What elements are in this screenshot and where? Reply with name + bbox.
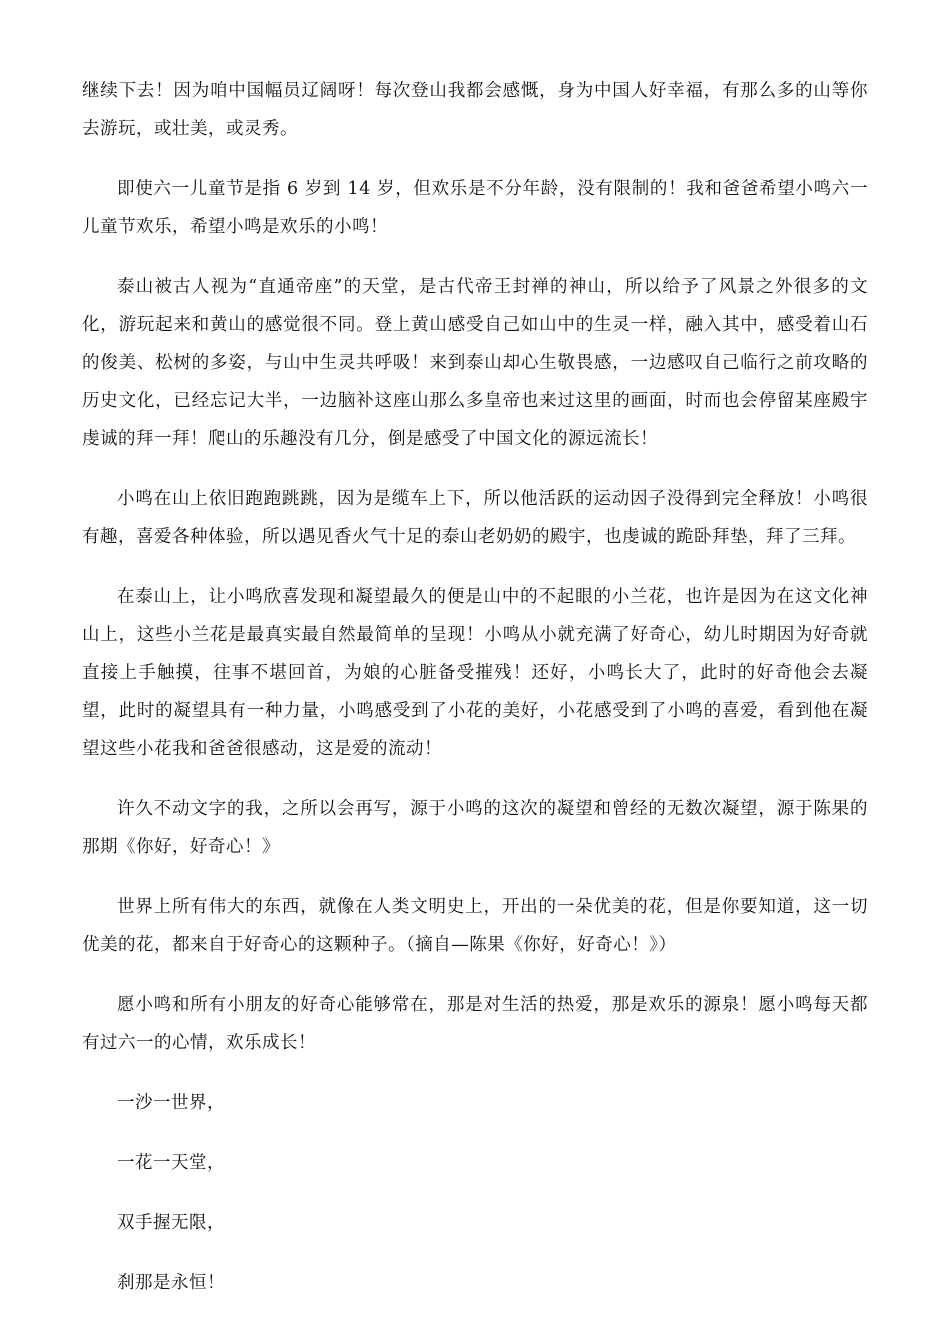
- paragraph-why-write: 许久不动文字的我，之所以会再写，源于小鸣的这次的凝望和曾经的无数次凝望，源于陈果的那期《你好，好奇心！》: [82, 799, 868, 857]
- paragraph-wishes: 愿小鸣和所有小朋友的好奇心能够常在，那是对生活的热爱，那是欢乐的源泉！愿小鸣每天都有过六一的心情，欢乐成长！: [82, 995, 868, 1053]
- document-page: [82, 72, 868, 1324]
- paragraph-orchid-gazing: 在泰山上，让小鸣欣喜发现和凝望最久的便是山中的不起眼的小兰花，也许是因为在这文化神山上，这些小兰花是最真实最自然最简单的呈现！小鸣从小就充满了好奇心，幼儿时期因为好奇就直接上手触摸，往事不堪回首，为娘的心脏备受摧残！还好，小鸣长大了，此时的好奇他会去凝望，此时的凝望具有一种力量，小鸣感受到了小花的美好，小花感受到了小鸣的喜爱，看到他在凝望这些小花我和爸爸很感动，这是爱的流动！: [82, 587, 868, 759]
- paragraph-taishan-culture: 泰山被古人视为“直通帝座”的天堂，是古代帝王封禅的神山，所以给予了风景之外很多的文化，游玩起来和黄山的感觉很不同。登上黄山感受自己如山中的生灵一样，融入其中，感受着山石的俊美、松树的多姿，与山中生灵共呼吸！来到泰山却心生敬畏感，一边感叹自己临行之前攻略的历史文化，已经忘记大半，一边脑补这座山那么多皇帝也来过这里的画面，时而也会停留某座殿宇虔诚的拜一拜！爬山的乐趣没有几分，倒是感受了中国文化的源远流长！: [82, 277, 868, 449]
- verse-line: 刹那是永恒！: [117, 1273, 225, 1293]
- paragraph-childrens-day: 即使六一儿童节是指 6 岁到 14 岁，但欢乐是不分年龄，没有限制的！我和爸爸希望小鸣六一儿童节欢乐，希望小鸣是欢乐的小鸣！: [82, 179, 868, 237]
- paragraph-quote: 世界上所有伟大的东西，就像在人类文明史上，开出的一朵优美的花，但是你要知道，这一切优美的花，都来自于好奇心的这颗种子。（摘自—陈果《你好，好奇心！》）: [82, 897, 868, 955]
- paragraph-continuation: 继续下去！因为咱中国幅员辽阔呀！每次登山我都会感慨，身为中国人好幸福，有那么多的山等你去游玩，或壮美，或灵秀。: [82, 81, 868, 139]
- verse-line: 一沙一世界，: [117, 1093, 225, 1113]
- verse-line: 一花一天堂，: [117, 1153, 225, 1173]
- paragraph-xiaoming-on-mountain: 小鸣在山上依旧跑跑跳跳，因为是缆车上下，所以他活跃的运动因子没得到完全释放！小鸣很有趣，喜爱各种体验，所以遇见香火气十足的泰山老奶奶的殿宇，也虔诚的跪卧拜垫，拜了三拜。: [82, 489, 868, 547]
- verse-line: 双手握无限，: [117, 1213, 225, 1233]
